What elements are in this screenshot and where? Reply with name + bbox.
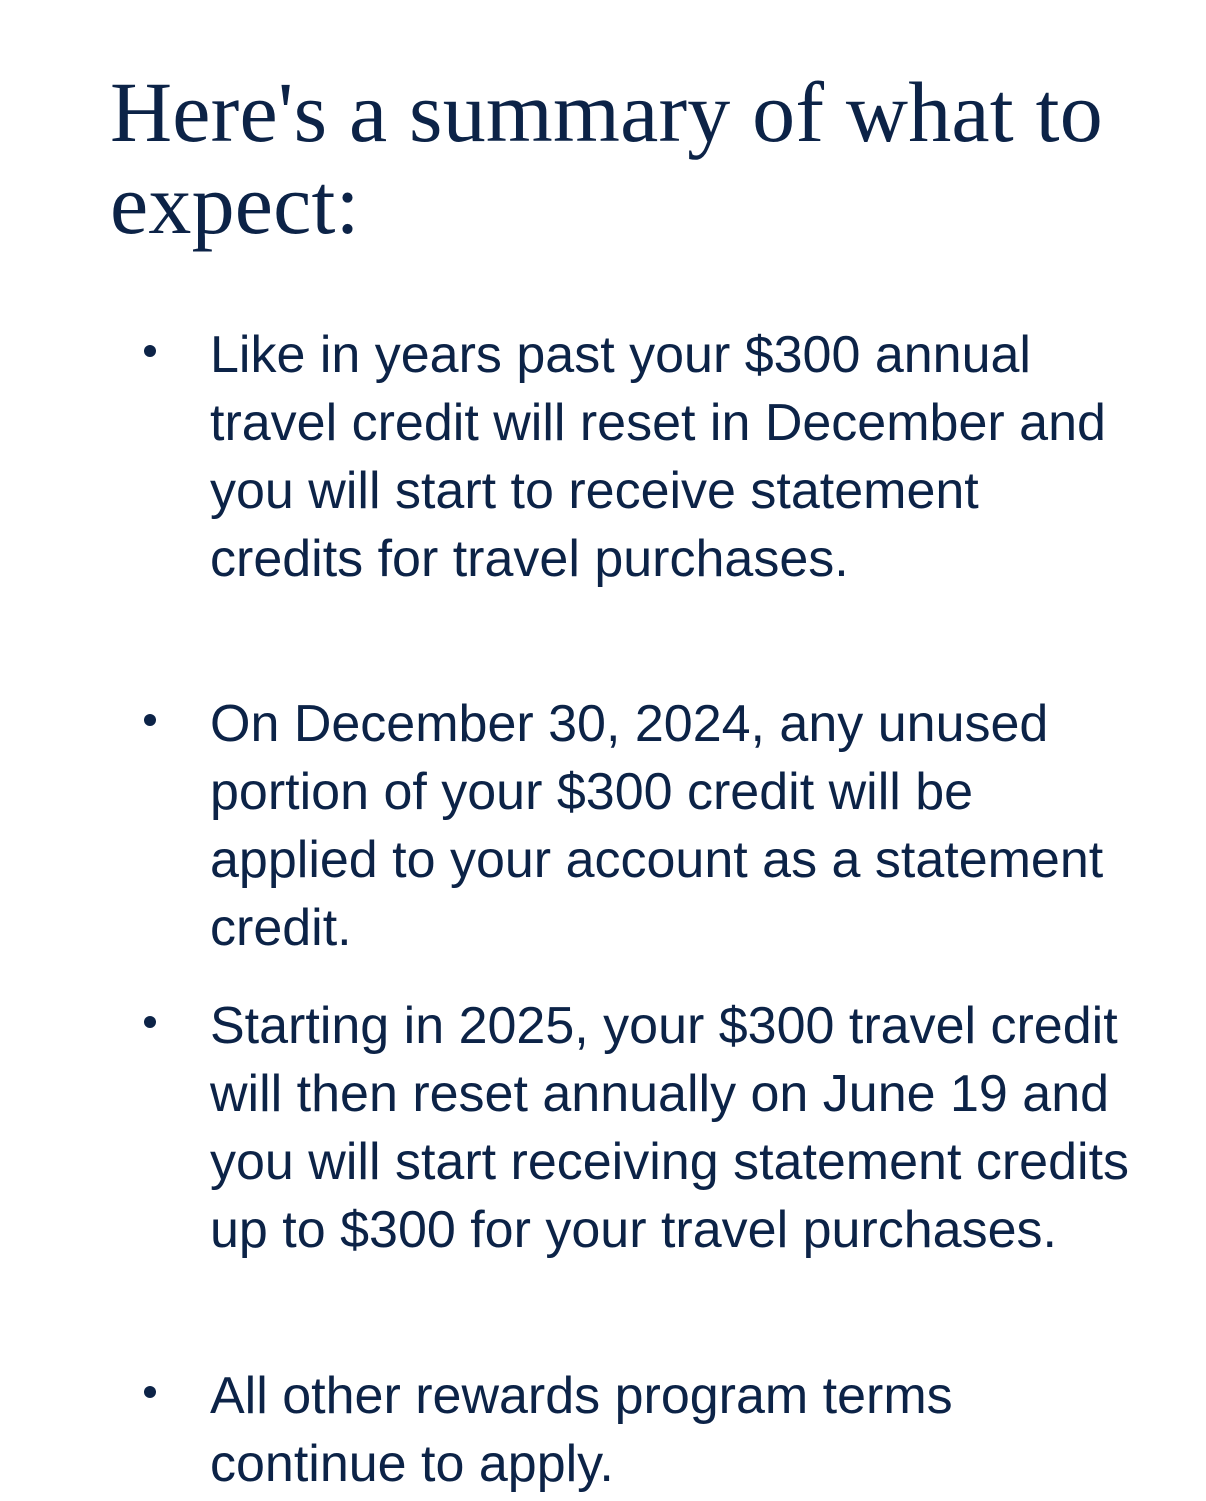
- summary-item-text: All other rewards program terms continue to apply.: [210, 1367, 953, 1493]
- bullet-dot-icon: [144, 345, 156, 357]
- summary-item-text: Like in years past your $300 annual travel credit will reset in December and you will start to receive statement credits for travel purchases.: [210, 326, 1106, 588]
- summary-heading: Here's a summary of what to expect:: [110, 64, 1103, 252]
- bullet-dot-icon: [144, 1016, 156, 1028]
- summary-item-text: On December 30, 2024, any unused portion of your $300 credit will be applied to your account as a statement credit.: [210, 695, 1104, 957]
- summary-item-text: Starting in 2025, your $300 travel credit will then reset annually on June 19 and you will start receiving statement credits up to $300 for your travel purchases.: [210, 997, 1130, 1259]
- bullet-dot-icon: [144, 714, 156, 726]
- bullet-dot-icon: [144, 1386, 156, 1398]
